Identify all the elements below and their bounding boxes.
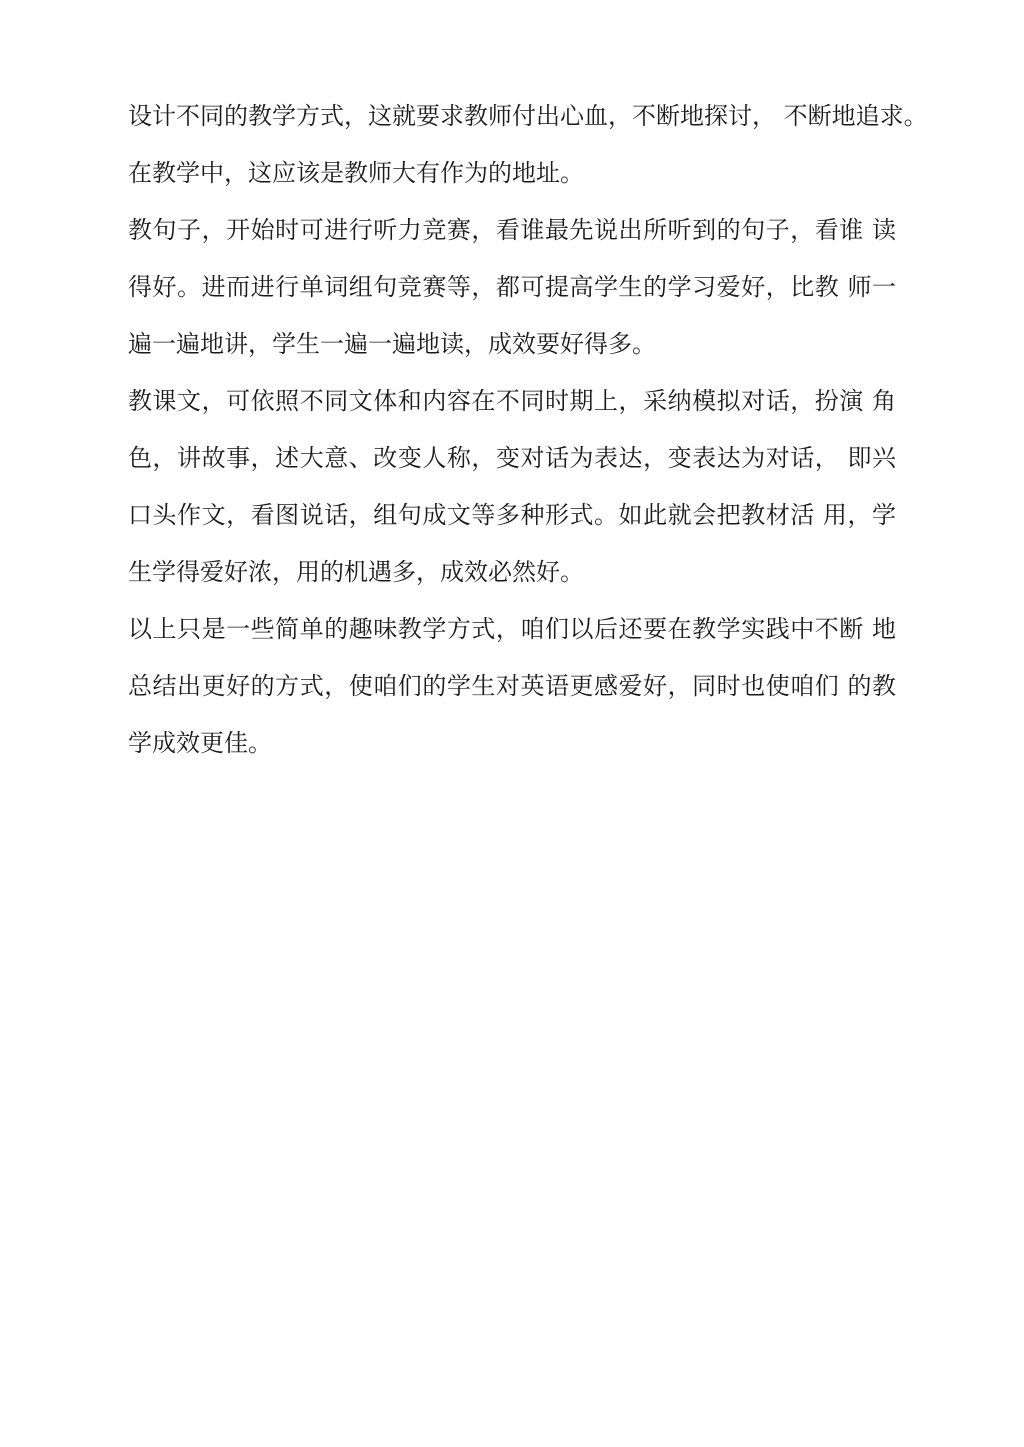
text-line: 以上只是一些简单的趣味教学方式，咱们以后还要在教学实践中不断 地 xyxy=(128,615,896,643)
text-line: 总结出更好的方式，使咱们的学生对英语更感爱好，同时也使咱们 的教 xyxy=(128,672,896,700)
paragraph-4 xyxy=(128,601,896,772)
document-body xyxy=(128,88,928,772)
text-line: 教课文，可依照不同文体和内容在不同时期上，采纳模拟对话，扮演 角 xyxy=(128,387,896,415)
text-line: 教句子，开始时可进行听力竞赛，看谁最先说出所听到的句子，看谁 读 xyxy=(128,216,896,244)
paragraph-1 xyxy=(128,88,928,202)
text-line: 得好。进而进行单词组句竞赛等，都可提高学生的学习爱好，比教 师一 xyxy=(128,273,896,301)
text-line: 生学得爱好浓，用的机遇多，成效必然好。 xyxy=(128,558,584,586)
text-line: 设计不同的教学方式，这就要求教师付出心血，不断地探讨， 不断地追求。 xyxy=(128,102,928,130)
text-line: 学成效更佳。 xyxy=(128,729,272,757)
paragraph-3 xyxy=(128,373,896,601)
paragraph-2 xyxy=(128,202,896,373)
text-line: 在教学中，这应该是教师大有作为的地址。 xyxy=(128,159,584,187)
text-line: 色，讲故事，述大意、改变人称，变对话为表达，变表达为对话， 即兴 xyxy=(128,444,896,472)
text-line: 遍一遍地讲，学生一遍一遍地读，成效要好得多。 xyxy=(128,330,656,358)
text-line: 口头作文，看图说话，组句成文等多种形式。如此就会把教材活 用，学 xyxy=(128,501,896,529)
